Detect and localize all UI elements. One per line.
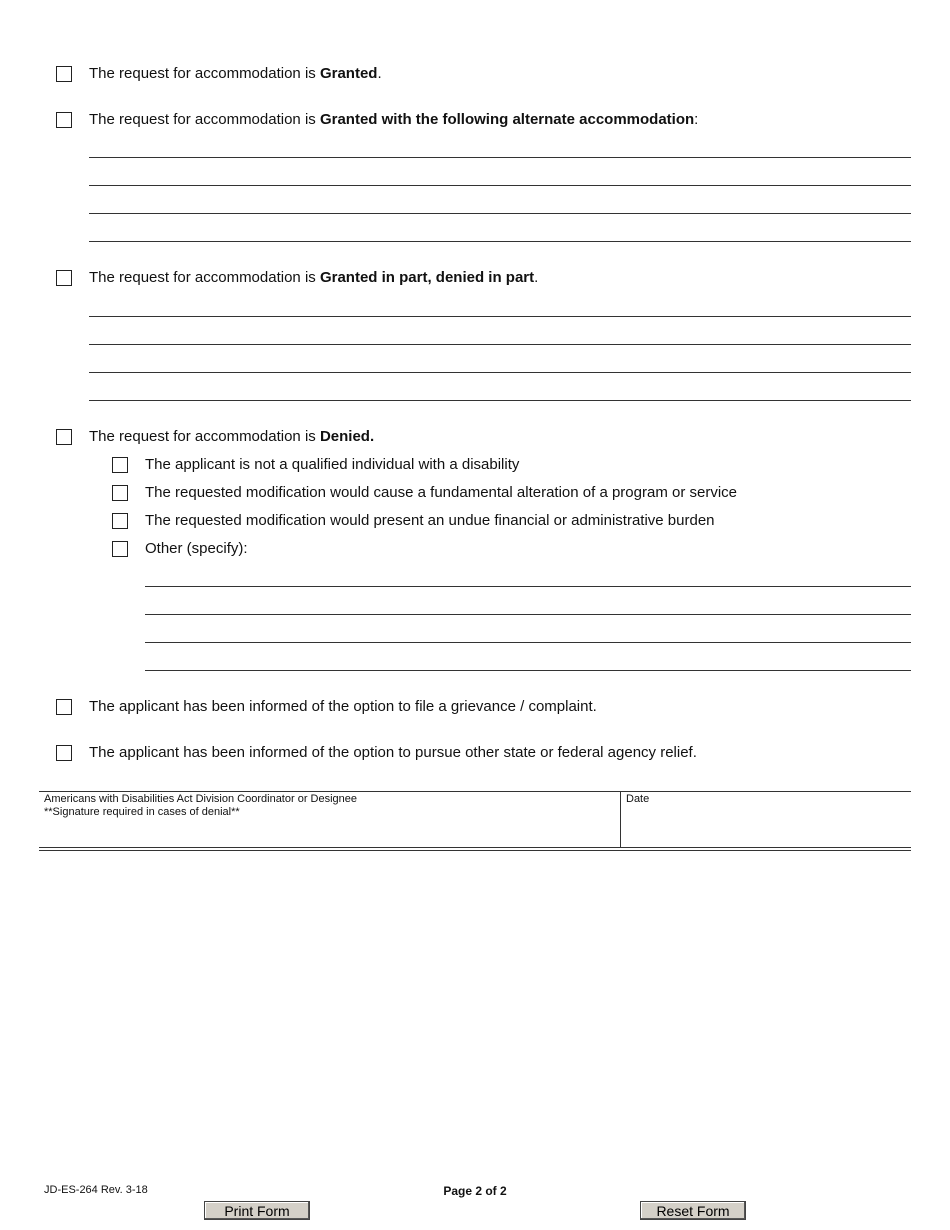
undue-burden-checkbox[interactable] — [112, 513, 128, 529]
other-line-4 — [145, 670, 911, 671]
denied-checkbox[interactable] — [56, 429, 72, 445]
agency-relief-informed-checkbox[interactable] — [56, 745, 72, 761]
partial-line-2 — [89, 344, 911, 345]
undue-burden-label: The requested modification would present an undue financial or administrative burden — [145, 512, 715, 529]
other-field-4[interactable] — [145, 644, 915, 672]
granted-partial-label: The request for accommodation is Granted in part, denied in part. — [89, 269, 539, 286]
fundamental-alteration-label: The requested modification would cause a fundamental alteration of a program or service — [145, 484, 737, 501]
alternate-accommodation-line-1 — [89, 157, 911, 158]
print-form-button[interactable]: Print Form — [204, 1201, 310, 1220]
grievance-informed-checkbox[interactable] — [56, 699, 72, 715]
not-qualified-checkbox[interactable] — [112, 457, 128, 473]
signature-top-rule — [39, 791, 911, 792]
partial-field-4[interactable] — [89, 374, 915, 402]
alternate-accommodation-line-4 — [89, 241, 911, 242]
other-line-2 — [145, 614, 911, 615]
signature-bottom-rule-1 — [39, 847, 911, 848]
partial-field-1[interactable] — [89, 290, 915, 318]
other-label: Other (specify): — [145, 540, 248, 557]
alternate-accommodation-field-3[interactable] — [89, 187, 915, 215]
signature-field[interactable] — [40, 820, 622, 848]
granted-checkbox[interactable] — [56, 66, 72, 82]
other-field-2[interactable] — [145, 588, 915, 616]
coordinator-label: Americans with Disabilities Act Division Coordinator or Designee — [44, 793, 358, 805]
page-number: Page 2 of 2 — [443, 1184, 507, 1198]
other-field-3[interactable] — [145, 616, 915, 644]
partial-line-1 — [89, 316, 911, 317]
alternate-accommodation-field-1[interactable] — [89, 131, 915, 159]
date-field[interactable] — [622, 820, 914, 848]
granted-alternate-label: The request for accommodation is Granted with the following alternate accommodation: — [89, 111, 699, 128]
agency-relief-informed-label: The applicant has been informed of the option to pursue other state or federal agency relief. — [89, 744, 697, 761]
not-qualified-label: The applicant is not a qualified individual with a disability — [145, 456, 520, 473]
partial-line-4 — [89, 400, 911, 401]
alternate-accommodation-line-3 — [89, 213, 911, 214]
partial-line-3 — [89, 372, 911, 373]
alternate-accommodation-field-4[interactable] — [89, 215, 915, 243]
grievance-informed-label: The applicant has been informed of the option to file a grievance / complaint. — [89, 698, 597, 715]
partial-field-3[interactable] — [89, 346, 915, 374]
date-label: Date — [626, 793, 650, 805]
fundamental-alteration-checkbox[interactable] — [112, 485, 128, 501]
reset-form-button[interactable]: Reset Form — [640, 1201, 746, 1220]
granted-partial-checkbox[interactable] — [56, 270, 72, 286]
denied-label: The request for accommodation is Denied. — [89, 428, 375, 445]
other-line-1 — [145, 586, 911, 587]
alternate-accommodation-line-2 — [89, 185, 911, 186]
other-checkbox[interactable] — [112, 541, 128, 557]
signature-bottom-rule-2 — [39, 850, 911, 851]
granted-alternate-checkbox[interactable] — [56, 112, 72, 128]
partial-field-2[interactable] — [89, 318, 915, 346]
signature-note: **Signature required in cases of denial** — [44, 806, 240, 818]
form-id: JD-ES-264 Rev. 3-18 — [44, 1184, 148, 1196]
alternate-accommodation-field-2[interactable] — [89, 159, 915, 187]
granted-label: The request for accommodation is Granted. — [89, 65, 382, 82]
other-field-1[interactable] — [145, 560, 915, 588]
other-line-3 — [145, 642, 911, 643]
